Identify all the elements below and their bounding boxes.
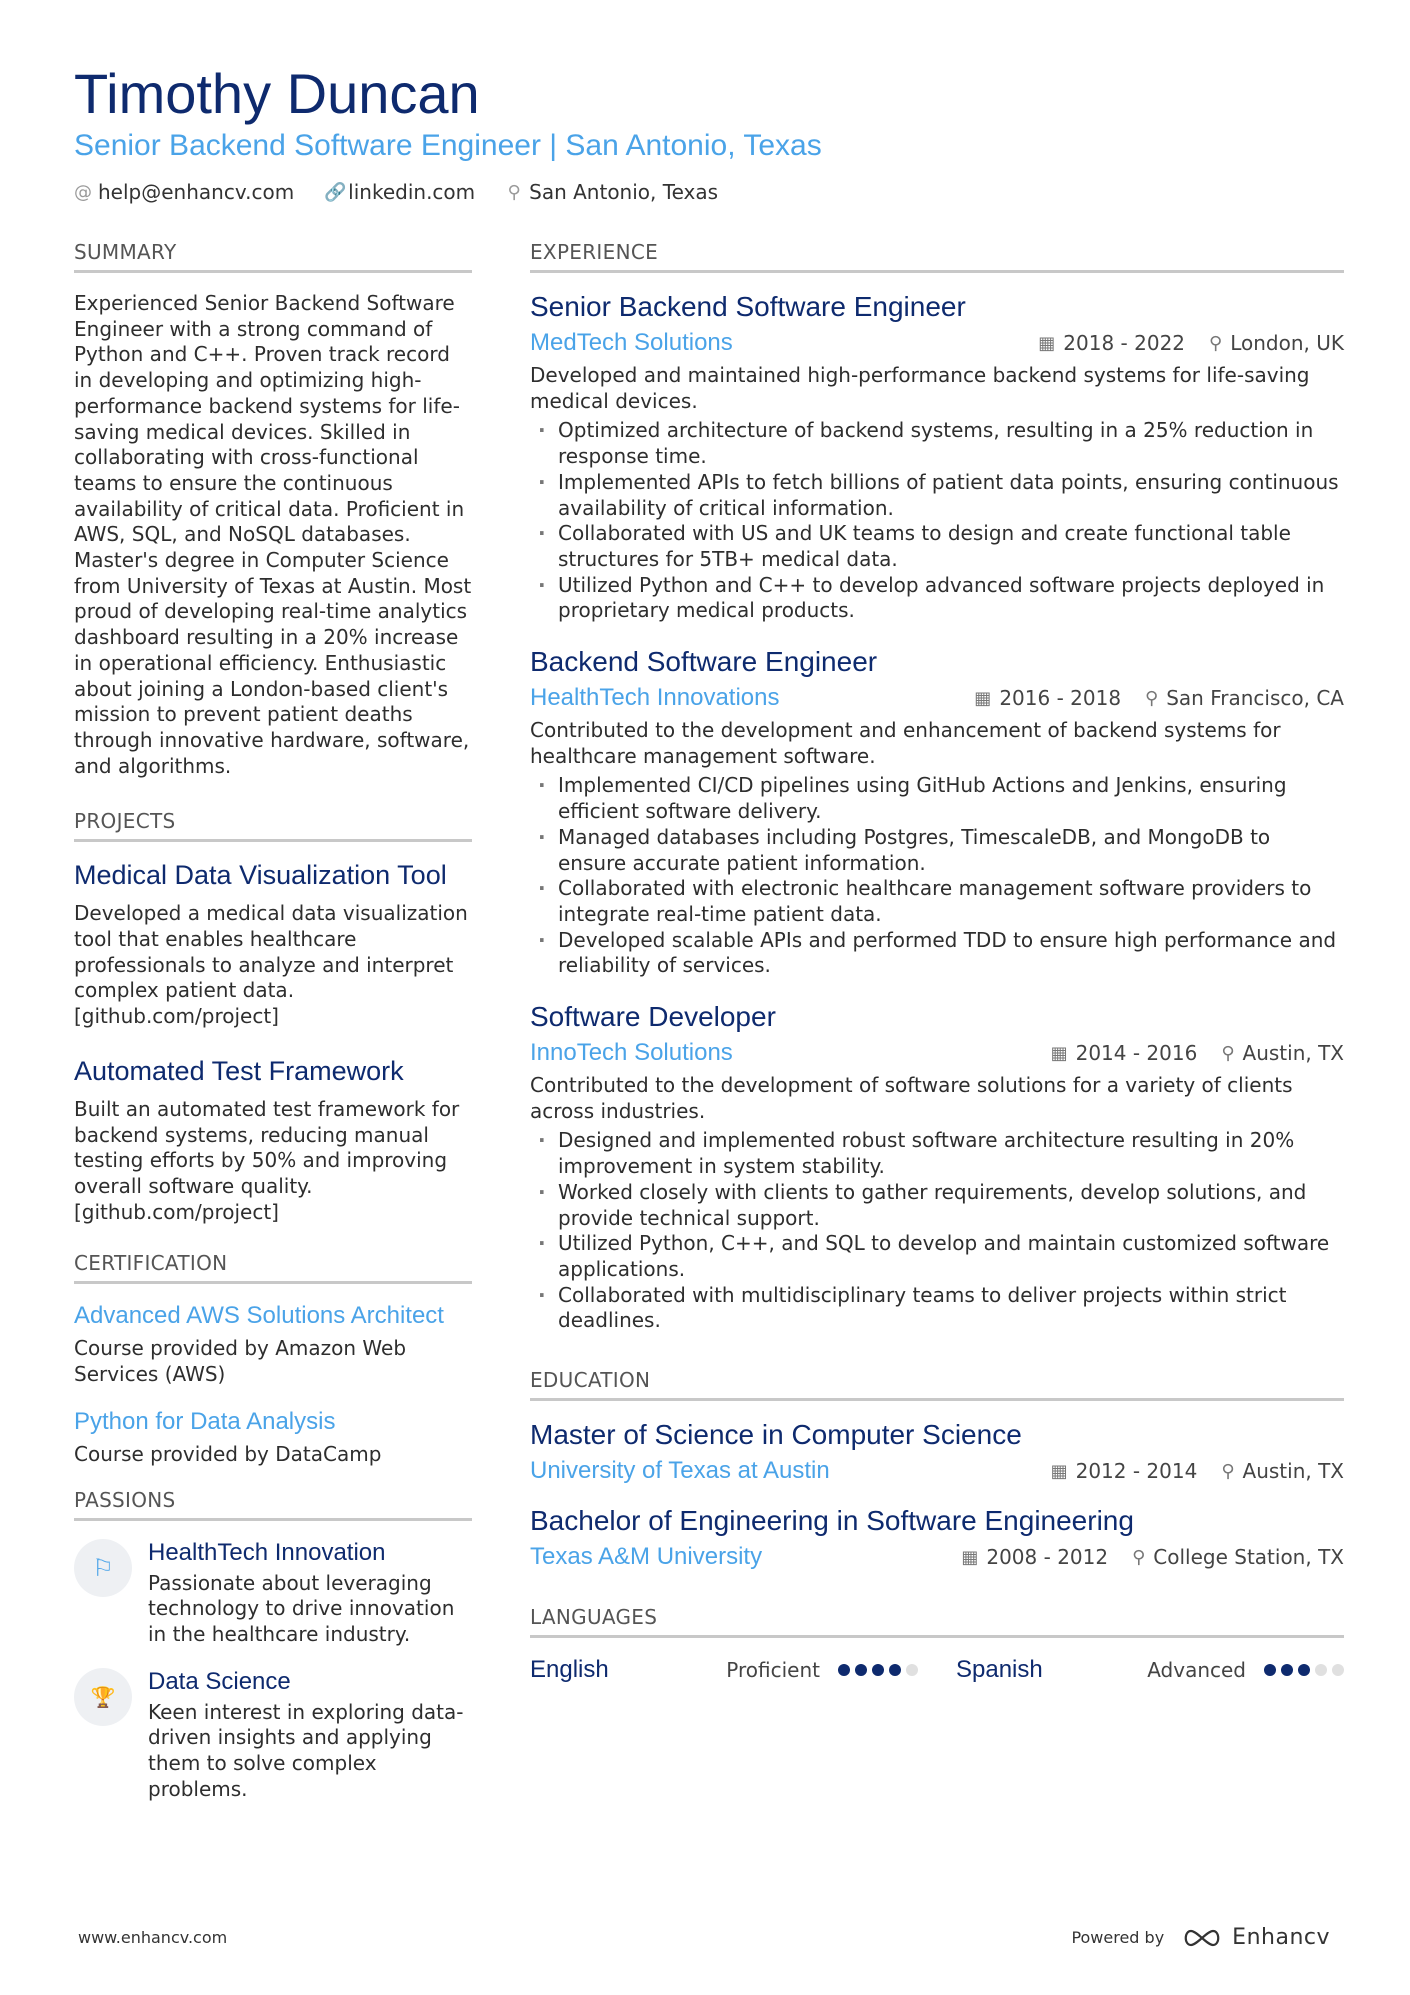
powered-by-label: Powered by (1071, 1928, 1165, 1947)
location-icon: ⚲ (507, 181, 521, 203)
project-title: Medical Data Visualization Tool (74, 860, 447, 891)
location-icon: ⚲ (1221, 1460, 1235, 1482)
section-title: EDUCATION (530, 1368, 1344, 1401)
resume-header (74, 62, 1344, 204)
education-dates: 2012 - 2014 (1075, 1459, 1198, 1484)
degree-title: Master of Science in Computer Science (530, 1419, 1022, 1451)
certification-section (74, 1251, 472, 1467)
section-title: EXPERIENCE (530, 240, 1344, 273)
certification-description: Course provided by DataCamp (74, 1441, 382, 1466)
education-location: College Station, TX (1153, 1545, 1344, 1570)
project-item (74, 860, 472, 1030)
bullet-item: · Optimized architecture of backend systems, resulting in a 25% reduction in response time. (530, 418, 1344, 469)
left-column (74, 240, 472, 1822)
location-icon: ⚲ (1209, 332, 1223, 354)
language-level: Proficient (726, 1658, 820, 1683)
summary-section (74, 240, 472, 779)
section-title: LANGUAGES (530, 1605, 1344, 1638)
candidate-name: Timothy Duncan (74, 62, 480, 125)
flag-icon: ⚐ (74, 1539, 132, 1597)
section-title: PROJECTS (74, 809, 472, 842)
bullet-item: · Utilized Python and C++ to develop advanced software projects deployed in proprietary medical products. (530, 573, 1344, 624)
job-description: Developed and maintained high-performance backend systems for life-saving medical devices. (530, 363, 1310, 413)
language-item (530, 1656, 918, 1684)
contact-email-text: help@enhancv.com (98, 180, 295, 204)
rating-dot (872, 1664, 884, 1676)
job-bullets (530, 1128, 1344, 1334)
language-level: Advanced (1147, 1658, 1246, 1683)
company-name: MedTech Solutions (530, 329, 733, 356)
certification-title: Python for Data Analysis (74, 1407, 336, 1435)
rating-dot (1281, 1664, 1293, 1676)
job-title: Senior Backend Software Engineer (530, 291, 966, 322)
rating-dot (838, 1664, 850, 1676)
certification-title: Advanced AWS Solutions Architect (74, 1302, 444, 1330)
education-dates: 2008 - 2012 (986, 1545, 1109, 1570)
company-name: InnoTech Solutions (530, 1039, 733, 1067)
brand-name: Enhancv (1232, 1925, 1330, 1950)
certification-description: Course provided by Amazon Web Services (AWS) (74, 1336, 407, 1387)
degree-title: Bachelor of Engineering in Software Engineering (530, 1505, 1134, 1537)
contact-linkedin-text: linkedin.com (348, 180, 476, 204)
language-name: Spanish (956, 1656, 1043, 1684)
experience-section (530, 240, 1344, 1334)
language-name: English (530, 1656, 609, 1684)
rating-dot (906, 1664, 918, 1676)
footer (78, 1925, 1330, 1950)
education-section (530, 1368, 1344, 1571)
location-icon: ⚲ (1132, 1546, 1146, 1568)
right-column (530, 240, 1344, 1684)
language-rating (1264, 1664, 1344, 1676)
job-item (530, 646, 1344, 979)
passion-item (74, 1668, 472, 1803)
bullet-item: · Implemented CI/CD pipelines using GitHub Actions and Jenkins, ensuring efficient software delivery. (530, 773, 1344, 824)
job-dates: 2018 - 2022 (1063, 331, 1186, 355)
passion-description: Passionate about leveraging technology to drive innovation in the healthcare industry. (148, 1570, 455, 1646)
passion-description: Keen interest in exploring data-driven insights and applying them to solve complex problems. (148, 1699, 464, 1801)
bullet-item: · Implemented APIs to fetch billions of patient data points, ensuring continuous availability of critical information. (530, 470, 1344, 521)
calendar-icon: ▦ (1050, 1460, 1068, 1482)
bullet-item: · Collaborated with multidisciplinary teams to deliver projects within strict deadlines. (530, 1283, 1344, 1334)
brand-logo[interactable] (1180, 1925, 1330, 1950)
bullet-item: · Worked closely with clients to gather requirements, develop solutions, and provide technical support. (530, 1180, 1344, 1231)
job-dates: 2014 - 2016 (1075, 1041, 1198, 1066)
passions-section (74, 1488, 472, 1803)
summary-text: Experienced Senior Backend Software Engineer with a strong command of Python and C++. Proven track record in developing and optimizing high-performance backend systems for life-saving medical devices. Skilled in collaborating with cross-functional teams to ensure the continuous availability of critical data. Proficient in AWS, SQL, and NoSQL databases. Master's degree in Computer Science from University of Texas at Austin. Most proud of developing real-time analytics dashboard resulting in a 20% increase in operational efficiency. Enthusiastic about joining a London-based client's mission to prevent patient deaths through innovative hardware, software, and algorithms. (74, 291, 472, 778)
job-description: Contributed to the development and enhancement of backend systems for healthcare management software. (530, 718, 1281, 768)
rating-dot (1298, 1664, 1310, 1676)
powered-by (1071, 1925, 1330, 1950)
calendar-icon: ▦ (974, 687, 992, 709)
section-title: SUMMARY (74, 240, 472, 273)
trophy-icon: 🏆 (74, 1668, 132, 1726)
calendar-icon: ▦ (961, 1546, 979, 1568)
job-item (530, 1001, 1344, 1334)
education-item (530, 1419, 1344, 1485)
link-icon: 🔗 (324, 181, 347, 203)
infinity-icon (1180, 1927, 1224, 1949)
passion-title: HealthTech Innovation (148, 1538, 386, 1566)
job-location: Austin, TX (1242, 1041, 1344, 1066)
job-bullets (530, 773, 1344, 979)
job-location: San Francisco, CA (1166, 686, 1344, 711)
job-title: Software Developer (530, 1001, 776, 1033)
section-title: PASSIONS (74, 1488, 472, 1521)
education-item (530, 1505, 1344, 1571)
contact-location (505, 180, 718, 204)
education-location: Austin, TX (1242, 1459, 1344, 1484)
job-dates: 2016 - 2018 (999, 686, 1122, 711)
contact-list (74, 180, 1344, 204)
calendar-icon: ▦ (1038, 332, 1056, 354)
location-icon: ⚲ (1221, 1042, 1235, 1064)
job-description: Contributed to the development of software solutions for a variety of clients across industries. (530, 1073, 1293, 1123)
certification-item (74, 1408, 472, 1468)
job-title: Backend Software Engineer (530, 646, 878, 678)
project-description: Developed a medical data visualization tool that enables healthcare professionals to analyze and interpret complex patient data. [github.com/project] (74, 901, 468, 1029)
contact-linkedin[interactable] (324, 180, 475, 204)
location-icon: ⚲ (1145, 687, 1159, 709)
passion-item (74, 1539, 472, 1648)
project-description: Built an automated test framework for backend systems, reducing manual testing efforts by 50% and improving overall software quality. [github.com/project] (74, 1096, 460, 1224)
company-name: HealthTech Innovations (530, 684, 780, 712)
bullet-item: · Utilized Python, C++, and SQL to develop and maintain customized software applications. (530, 1231, 1344, 1282)
bullet-item: · Designed and implemented robust software architecture resulting in 20% improvement in system stability. (530, 1128, 1344, 1179)
bullet-item: · Developed scalable APIs and performed TDD to ensure high performance and reliability of services. (530, 928, 1344, 979)
bullet-item: · Managed databases including Postgres, TimescaleDB, and MongoDB to ensure accurate patient information. (530, 825, 1344, 876)
calendar-icon: ▦ (1050, 1042, 1068, 1064)
school-name: Texas A&M University (530, 1543, 763, 1571)
certification-item (74, 1302, 472, 1387)
language-rating (838, 1664, 918, 1676)
language-item (956, 1656, 1344, 1684)
candidate-subtitle: Senior Backend Software Engineer | San Antonio, Texas (74, 129, 822, 162)
school-name: University of Texas at Austin (530, 1457, 830, 1485)
rating-dot (1315, 1664, 1327, 1676)
footer-url[interactable]: www.enhancv.com (78, 1928, 228, 1947)
rating-dot (855, 1664, 867, 1676)
rating-dot (889, 1664, 901, 1676)
rating-dot (1264, 1664, 1276, 1676)
section-title: CERTIFICATION (74, 1251, 472, 1284)
bullet-item: · Collaborated with US and UK teams to design and create functional table structures for 5TB+ medical data. (530, 521, 1344, 572)
bullet-item: · Collaborated with electronic healthcare management software providers to integrate real-time patient data. (530, 876, 1344, 927)
projects-section (74, 809, 472, 1225)
project-item (74, 1056, 472, 1226)
job-bullets (530, 418, 1344, 624)
contact-location-text: San Antonio, Texas (529, 180, 719, 204)
job-item (530, 291, 1344, 624)
job-location: London, UK (1230, 331, 1344, 355)
project-title: Automated Test Framework (74, 1055, 404, 1086)
languages-section (530, 1605, 1344, 1684)
at-icon: @ (74, 181, 92, 203)
passion-title: Data Science (148, 1667, 291, 1695)
contact-email[interactable] (74, 180, 294, 204)
rating-dot (1332, 1664, 1344, 1676)
